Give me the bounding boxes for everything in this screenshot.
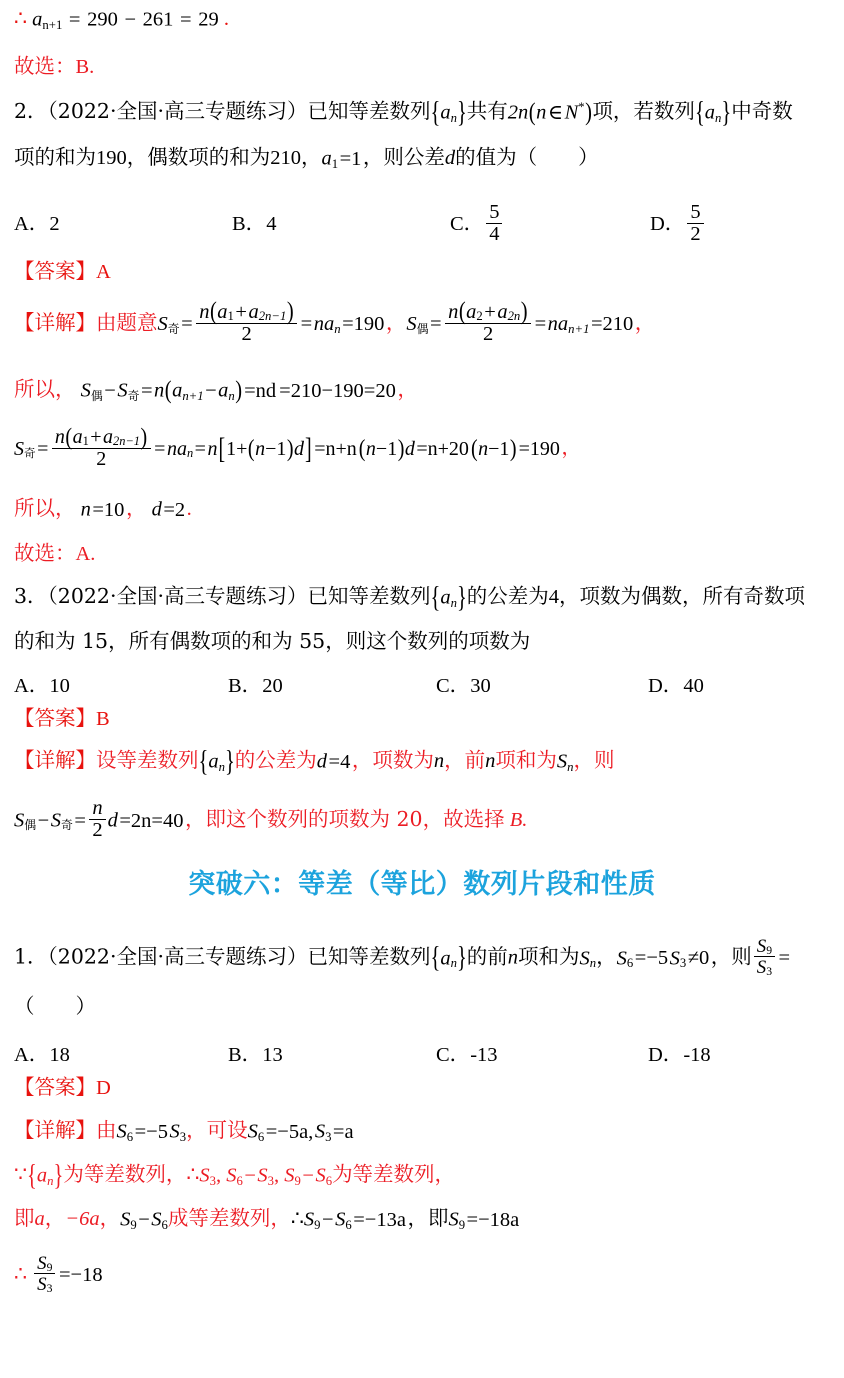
s6q1-detail-a: 由 bbox=[96, 1118, 117, 1142]
q3-comma: ， bbox=[185, 809, 206, 832]
variable-d: d bbox=[444, 147, 456, 169]
q3-stem-c: ，项数为偶数，所有奇数项 bbox=[559, 584, 806, 608]
stem-line2-a: 项的和为 bbox=[14, 145, 96, 169]
s6q1-stem-e: ，则 bbox=[710, 944, 752, 969]
question-2-options bbox=[14, 200, 834, 247]
variable-a: a bbox=[32, 8, 43, 31]
s6q1-result-18a: $S_9=-18a$ bbox=[448, 1208, 520, 1232]
q3-option-b-label: B． bbox=[228, 675, 263, 697]
question-2-stem-line-2 bbox=[14, 146, 834, 171]
q3-sequence-a-n: $\{a_n\}$ bbox=[430, 581, 467, 614]
question-number: 2． bbox=[14, 99, 48, 123]
s6-question-1-final-result bbox=[14, 1255, 834, 1297]
s6q1-term-a: a bbox=[34, 1208, 45, 1230]
equals-sign-2: = bbox=[180, 8, 192, 31]
s6q1-answer-tag: 【答案】 bbox=[14, 1075, 96, 1099]
option-a[interactable] bbox=[14, 206, 232, 236]
q3-detail-b: 的公差为 bbox=[234, 748, 317, 772]
comma-5: ， bbox=[125, 498, 147, 520]
choose-label: 故选： bbox=[14, 54, 76, 78]
q3-option-a-label: A． bbox=[14, 675, 50, 697]
a1-equals-1: $a_1=1$ bbox=[321, 147, 362, 171]
even-sum-value: 210 bbox=[270, 147, 301, 169]
value-261: 261 bbox=[142, 8, 174, 31]
value-29: 29 bbox=[198, 8, 219, 31]
option-b-value: 4 bbox=[266, 213, 277, 236]
q1-answer-choice-line bbox=[14, 55, 834, 80]
s6-question-1-answer bbox=[14, 1076, 834, 1101]
q3-formula-main: $S_偶-S_奇=$ $\frac{n}{2}$ d=2n=40 bbox=[14, 796, 184, 841]
q3-option-c[interactable] bbox=[436, 668, 648, 698]
s6q1-l3-b: 为等差数列， bbox=[332, 1162, 456, 1186]
q3-stem-a: 已知等差数列 bbox=[307, 584, 431, 608]
comma-2: ， bbox=[634, 312, 656, 335]
q3-detail-tail: 即这个数列的项数为 20，故选择 bbox=[205, 807, 505, 832]
s6q1-option-b-value: 13 bbox=[262, 1044, 283, 1066]
q3-option-a[interactable] bbox=[14, 668, 228, 698]
s6q1-result-13a: $S_9-S_6=-13a$ bbox=[303, 1208, 406, 1232]
count-2n-expression: 2n(n∈N*) bbox=[507, 99, 592, 127]
q3-d-value: 4 bbox=[548, 586, 560, 608]
fraction-2: $\frac{n(a_2+a_{2n})}{2}$ bbox=[445, 301, 531, 345]
option-d-label: D． bbox=[650, 213, 686, 236]
q3-option-d[interactable] bbox=[648, 668, 704, 698]
q3-answer-letter: B bbox=[96, 708, 110, 730]
subscript-n-plus-1: n+1 bbox=[42, 17, 63, 32]
choose-value: B. bbox=[75, 56, 95, 78]
sequence-a-n-2: $\{a_n\}$ bbox=[694, 96, 732, 129]
s6q1-source: （2022·全国·高三专题练习） bbox=[47, 944, 308, 969]
s6q1-option-b-label: B． bbox=[228, 1044, 263, 1066]
s6q1-l4-a: 即 bbox=[14, 1206, 35, 1230]
s6q1-stem-d: ， bbox=[596, 944, 617, 969]
s6q1-term-s9-minus-s6: $S_9-S_6$ bbox=[120, 1208, 168, 1232]
because-symbol: ∵ bbox=[14, 1164, 28, 1186]
s6q1-detail-b: ，可设 bbox=[186, 1118, 248, 1142]
s6q1-l3-a: 为等差数列， bbox=[63, 1162, 187, 1186]
question-2-stem-line-1 bbox=[14, 96, 834, 129]
q3-detail-a: 设等差数列 bbox=[96, 748, 199, 772]
q3-option-b-value: 20 bbox=[262, 675, 283, 697]
option-b[interactable] bbox=[232, 206, 450, 236]
q3-detail-c: ，项数为 bbox=[351, 748, 434, 772]
fraction-1: $\frac{n(a_1+a_{2n-1})}{2}$ bbox=[196, 301, 297, 345]
period: . bbox=[223, 8, 229, 30]
s6-question-1-stem-line-2 bbox=[14, 995, 834, 1020]
value-290: 290 bbox=[87, 8, 118, 31]
option-c-fraction bbox=[486, 202, 502, 245]
formula-s-even: $S_偶=$ $\frac{n(a_2+a_{2n})}{2}$ $=na_{n+1}=210$ bbox=[406, 298, 634, 345]
question-2-answer bbox=[14, 260, 834, 285]
s6q1-option-c-value: -13 bbox=[470, 1044, 498, 1066]
q3-detail-e: ，前 bbox=[444, 748, 486, 772]
s6q1-term-minus-6a: −6a bbox=[65, 1208, 100, 1230]
q3-stem-line2: 的和为 15，所有偶数项的和为 55，则这个数列的项数为 bbox=[14, 629, 531, 653]
q3-detail-tail-letter: B. bbox=[509, 809, 528, 832]
odd-sum-value: 190 bbox=[96, 147, 127, 169]
therefore-symbol-2: ∴ bbox=[186, 1164, 200, 1186]
question-2-detail-big-formula bbox=[14, 423, 834, 471]
s6q1-set-values: $S_6=-5a,S_3=a$ bbox=[247, 1120, 354, 1144]
q3-d-equals-4: d=4 bbox=[316, 750, 351, 773]
q3-detail-f: 项和为 bbox=[495, 748, 557, 772]
q3-option-b[interactable] bbox=[228, 668, 436, 698]
option-a-label: A． bbox=[14, 213, 50, 236]
formula-s-odd: $S_奇=$ $\frac{n(a_1+a_{2n-1})}{2}$ $=na_n=190$ bbox=[157, 298, 385, 345]
s6q1-option-d-label: D． bbox=[648, 1044, 684, 1066]
s6q1-option-d[interactable] bbox=[648, 1037, 711, 1067]
minus-sign: − bbox=[124, 8, 137, 31]
sequence-a-n: $\{a_n\}$ bbox=[430, 96, 467, 129]
q3-option-c-value: 30 bbox=[470, 675, 491, 697]
s6q1-ratio: $\frac{S_9}{S_3}$ = bbox=[752, 938, 792, 980]
s6q1-l4-c: 即 bbox=[427, 1206, 449, 1230]
q3-variable-n-2: n bbox=[485, 750, 496, 772]
question-2-choice-line bbox=[14, 542, 834, 567]
stem-text-a: 已知等差数列 bbox=[307, 99, 431, 123]
therefore-symbol-4: ∴ bbox=[14, 1263, 28, 1286]
s6q1-option-a[interactable] bbox=[14, 1037, 228, 1067]
equals-sign: = bbox=[68, 8, 81, 31]
q3-variable-n: n bbox=[433, 750, 445, 772]
s6-question-1-detail-line-1 bbox=[14, 1119, 834, 1144]
s6q1-option-a-label: A． bbox=[14, 1044, 50, 1066]
s6q1-stem-line2: （ ） bbox=[14, 994, 96, 1018]
s6q1-final-fraction: $\frac{S_9}{S_3}$ bbox=[34, 1253, 55, 1295]
option-c-denominator: 4 bbox=[489, 222, 500, 245]
formula-s-odd-expansion: $S_奇=$ $\frac{n(a_1+a_{2n-1})}{2}$ $=na_n=n[1+(n-1)d] =n+n$ (n−1)d=n+20 (n−1) =190 bbox=[14, 423, 560, 470]
answer-letter: A bbox=[96, 261, 111, 283]
s6q1-stem-a: 已知等差数列 bbox=[307, 944, 431, 969]
s6q1-option-a-value: 18 bbox=[49, 1044, 70, 1066]
s6q1-answer-letter: D bbox=[96, 1077, 111, 1099]
stem-line2-d: ，则公差 bbox=[362, 145, 445, 169]
answer-tag: 【答案】 bbox=[14, 259, 96, 283]
q3-sequence-a-n-2: $\{a_n\}$ bbox=[198, 745, 235, 778]
s6q1-given-s6: $S_6=-5S_3$ bbox=[116, 1120, 187, 1144]
question-2-detail-line-3 bbox=[14, 497, 834, 522]
option-d[interactable] bbox=[650, 200, 706, 247]
s6q1-comma-2: ， bbox=[99, 1208, 121, 1230]
option-c-numerator: 5 bbox=[486, 202, 502, 224]
s6q1-detail-tag: 【详解】 bbox=[14, 1118, 96, 1142]
s6q1-condition-s6: $S_6=-5S_3\ne 0$ bbox=[616, 947, 710, 971]
comma-3: ， bbox=[397, 379, 418, 401]
s6q1-variable-n: n bbox=[507, 946, 519, 969]
s6q1-option-d-value: -18 bbox=[683, 1044, 711, 1066]
question-3-stem-line-2 bbox=[14, 630, 834, 655]
q3-sum-s-n: $S_n$ bbox=[556, 750, 574, 774]
q3-option-a-value: 10 bbox=[49, 675, 70, 697]
option-d-numerator: 5 bbox=[687, 202, 703, 224]
result-d-equals-2: d=2 bbox=[151, 498, 186, 521]
q3-detail-tag: 【详解】 bbox=[14, 748, 96, 772]
s6q1-option-c-label: C． bbox=[436, 1044, 471, 1066]
detail-tag: 【详解】 bbox=[14, 310, 96, 335]
question-2-detail-line-2 bbox=[14, 378, 834, 403]
s6q1-ratio-fraction: $\frac{S_9}{S_3}$ bbox=[754, 936, 775, 978]
q3-option-c-label: C． bbox=[436, 675, 471, 697]
q3-option-d-value: 40 bbox=[683, 675, 704, 697]
s6q1-comma-1: ， bbox=[44, 1208, 66, 1230]
s6q1-stem-c: 项和为 bbox=[518, 944, 580, 969]
s6q1-terms-list: $S_3$, $S_6-S_3$, $S_9-S_6$ bbox=[199, 1164, 333, 1188]
question-2-detail-line-1 bbox=[14, 298, 834, 347]
so-label-2: 所以， bbox=[14, 496, 76, 520]
formula-s-even-minus-s-odd: $S_偶-S_奇=n(a_{n+1}-a_n)=nd =210-190=20$ bbox=[80, 377, 396, 405]
option-c[interactable] bbox=[450, 200, 650, 247]
stem-line2-c: ， bbox=[301, 145, 322, 169]
s6q1-stem-b: 的前 bbox=[466, 944, 508, 969]
s6q1-sequence-a-n-2: $\{a_n\}$ bbox=[27, 1159, 64, 1192]
therefore-symbol: ∴ bbox=[14, 8, 28, 30]
question-3-detail-line-1 bbox=[14, 745, 834, 778]
comma-1: ， bbox=[385, 312, 407, 335]
fraction-3: $\frac{n(a_1+a_{2n-1})}{2}$ bbox=[52, 426, 151, 469]
so-label: 所以， bbox=[14, 377, 76, 401]
option-d-fraction bbox=[687, 202, 703, 245]
stem-text-b: 共有 bbox=[466, 99, 508, 123]
period-2: . bbox=[186, 498, 192, 520]
therefore-symbol-3: ∴ bbox=[290, 1208, 304, 1230]
s6q1-final-ratio: $\frac{S_9}{S_3}$ =−18 bbox=[32, 1255, 104, 1297]
s6-question-1-options bbox=[14, 1037, 834, 1067]
question-3-number: 3． bbox=[14, 584, 48, 608]
stem-text-c: 项，若数列 bbox=[592, 99, 695, 123]
q3-fraction-n-over-2: $\frac{n}{2}$ bbox=[89, 798, 105, 841]
stem-line2-b: ，偶数项的和为 bbox=[126, 145, 271, 169]
result-n-equals-10: n=10 bbox=[80, 498, 125, 521]
question-3-source: （2022·全国·高三专题练习） bbox=[47, 584, 308, 608]
option-a-value: 2 bbox=[49, 213, 60, 236]
s6q1-sum-s-n: $S_n$ bbox=[579, 947, 597, 971]
question-3-stem-line-1 bbox=[14, 581, 834, 614]
s6q1-number: 1． bbox=[14, 944, 48, 969]
option-c-label: C． bbox=[450, 213, 485, 236]
q3-answer-tag: 【答案】 bbox=[14, 706, 96, 730]
option-d-denominator: 2 bbox=[690, 222, 701, 245]
s6-question-1-stem-line-1 bbox=[14, 938, 834, 980]
comma-4: ， bbox=[561, 437, 582, 460]
q3-stem-b: 的公差为 bbox=[466, 584, 549, 608]
formula-a-n-plus-1 bbox=[32, 8, 219, 32]
detail-lead: 由题意 bbox=[96, 310, 158, 335]
choose-value-2: A. bbox=[75, 543, 96, 565]
stem-line2-e: 的值为（ ） bbox=[455, 145, 599, 169]
s6-question-1-detail-line-2 bbox=[14, 1159, 834, 1192]
option-b-label: B． bbox=[232, 213, 267, 236]
s6q1-l4-b: 成等差数列， bbox=[167, 1206, 291, 1230]
stem-text-d: 中奇数 bbox=[731, 99, 793, 123]
solution-line-conclusion bbox=[14, 8, 834, 32]
question-3-detail-formula bbox=[14, 796, 834, 843]
s6-question-1-detail-line-3 bbox=[14, 1207, 834, 1232]
s6q1-option-c[interactable] bbox=[436, 1037, 648, 1067]
question-source: （2022·全国·高三专题练习） bbox=[47, 99, 308, 123]
question-3-options bbox=[14, 668, 834, 698]
s6q1-sequence-a-n: $\{a_n\}$ bbox=[430, 941, 467, 974]
s6q1-option-b[interactable] bbox=[228, 1037, 436, 1067]
q3-option-d-label: D． bbox=[648, 675, 684, 697]
choose-label-2: 故选： bbox=[14, 541, 76, 565]
question-3-answer bbox=[14, 707, 834, 732]
s6q1-comma-3: ， bbox=[407, 1208, 428, 1230]
q3-detail-g: ，则 bbox=[573, 748, 615, 772]
section-heading: 突破六：等差（等比）数列片段和性质 bbox=[188, 869, 656, 900]
